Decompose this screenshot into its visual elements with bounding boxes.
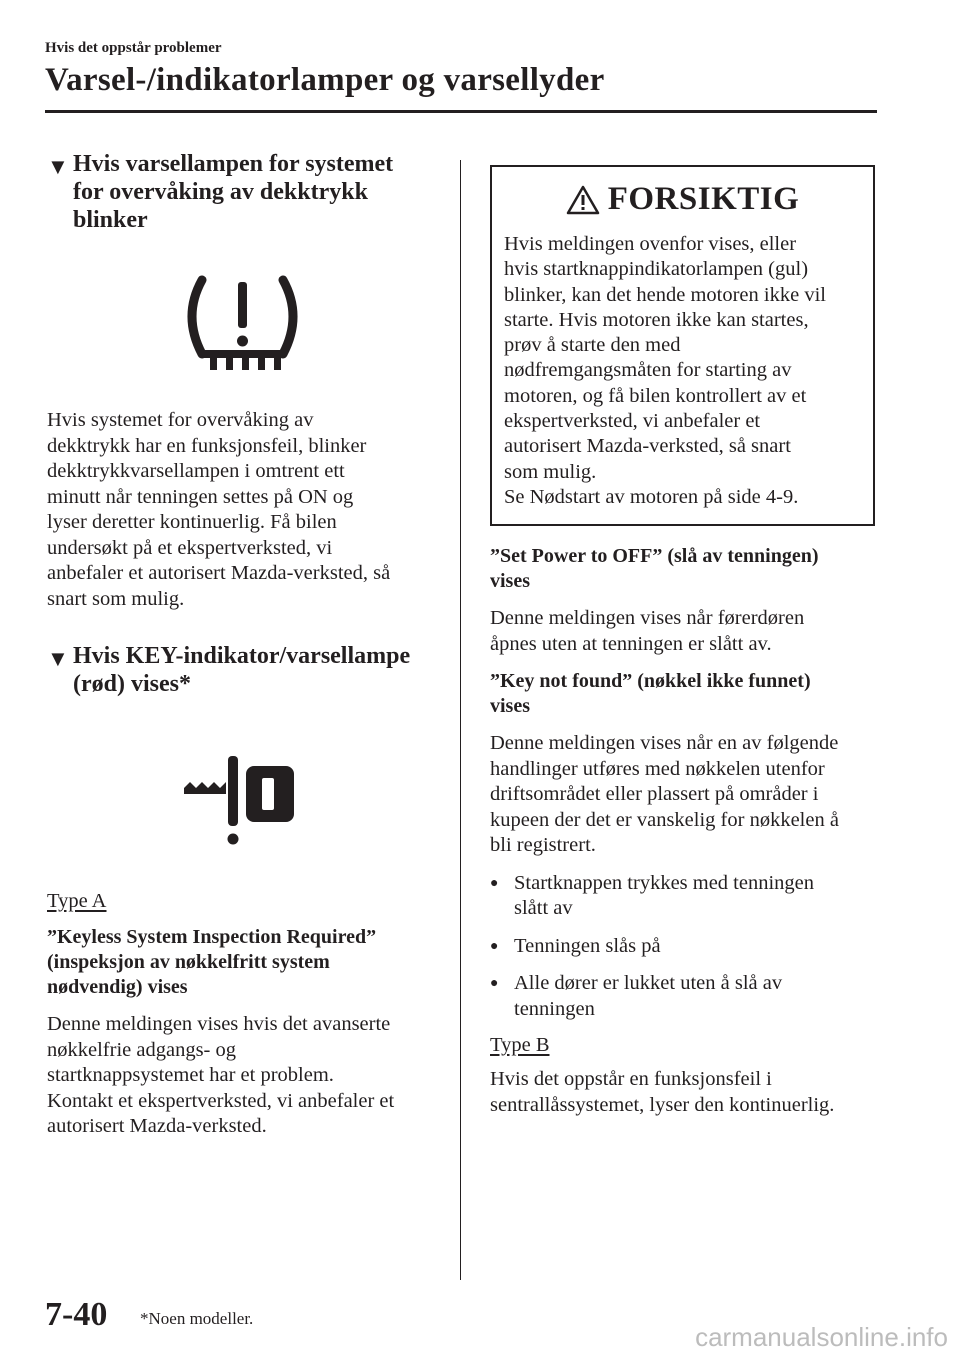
triangle-bullet-icon: ▼ <box>47 646 69 671</box>
column-divider <box>460 160 461 1280</box>
type-a-message: ”Keyless System Inspection Required” (inspeksjon av nøkkelfritt system nødvendig) vises <box>47 926 377 998</box>
tpms-body: Hvis systemet for overvåking av dekktrykk har en funksjonsfeil, blinker dekktrykkvarsellampen i omtrent ett minutt når tenningen settes på ON og lyser deretter kontinuerlig. Få bilen undersøkt på et ekspertverksted, vi anbefaler et autorisert Mazda-verksted, så snart som mulig. <box>47 409 391 610</box>
chapter-title: Varsel-/indikatorlamper og varsellyder <box>45 62 605 98</box>
caution-title: FORSIKTIG <box>607 181 800 217</box>
key-warning-icon <box>182 754 302 849</box>
set-power-message: ”Set Power to OFF” (slå av tenningen) vises <box>490 545 819 593</box>
watermark: carmanualsonline.info <box>695 1322 948 1352</box>
key-not-found-body: Denne meldingen vises når en av følgende handlinger utføres med nøkkelen utenfor driftsområdet eller plassert på områder i kupeen der det er vanskelig for nøkkelen å bli registrert. <box>490 732 839 857</box>
tire-pressure-warning-icon <box>180 274 305 374</box>
key-heading-line: Hvis KEY-indikator/varsellampe <box>73 643 411 669</box>
key-heading-line: (rød) vises* <box>73 671 191 697</box>
tpms-heading-line: Hvis varsellampen for systemet <box>73 151 394 177</box>
page-number: 7-40 <box>45 1296 108 1333</box>
triangle-bullet-icon: ▼ <box>47 154 69 179</box>
list-item: ● Alle dører er lukket uten å slå av tenningen <box>490 971 875 1022</box>
type-b-body: Hvis det oppstår en funksjonsfeil i sentrallåssystemet, lyser den kontinuerlig. <box>490 1068 835 1116</box>
condition-list <box>490 871 875 1023</box>
tpms-icon-wrap <box>47 274 437 384</box>
header-rule <box>45 110 877 113</box>
set-power-body: Denne meldingen vises når førerdøren åpnes uten at tenningen er slått av. <box>490 607 805 655</box>
type-a-body: Denne meldingen vises hvis det avanserte nøkkelfrie adgangs- og startknappsystemet har et problem. Kontakt et ekspertverksted, vi anbefaler et autorisert Mazda-verksted. <box>47 1013 395 1137</box>
list-item: ● Tenningen slås på <box>490 934 875 960</box>
warning-triangle-icon <box>566 185 600 215</box>
bullet-dot-icon: ● <box>490 976 499 992</box>
type-a-label: Type A <box>47 890 107 912</box>
list-item: ● Startknappen trykkes med tenningen slått av <box>490 871 875 922</box>
left-column <box>47 150 437 1140</box>
key-not-found-message: ”Key not found” (nøkkel ikke funnet) vises <box>490 670 811 718</box>
caution-header <box>504 181 861 218</box>
right-column <box>490 165 875 1118</box>
type-b-label: Type B <box>490 1034 550 1057</box>
caution-box <box>490 165 875 526</box>
section-label: Hvis det oppstår problemer <box>45 40 222 56</box>
caution-body: Hvis meldingen ovenfor vises, eller hvis startknappindikatorlampen (gul) blinker, kan det hende motoren ikke vil starte. Hvis motoren ikke kan startes, prøv å starte den med nødfremgangsmåten for starting av motoren, og få bilen kontrollert av et ekspertverksted, vi anbefaler et autorisert Mazda-verksted, så snart som mulig. Se Nødstart av motoren på side 4-9. <box>504 233 826 508</box>
tpms-heading <box>47 150 437 234</box>
footnote: *Noen modeller. <box>140 1309 254 1328</box>
bullet-dot-icon: ● <box>490 875 499 891</box>
tpms-heading-line: for overvåking av dekktrykk <box>73 179 368 205</box>
key-icon-wrap <box>47 754 437 854</box>
tpms-heading-line: blinker <box>73 207 148 233</box>
key-heading <box>47 642 437 698</box>
bullet-dot-icon: ● <box>490 938 499 954</box>
